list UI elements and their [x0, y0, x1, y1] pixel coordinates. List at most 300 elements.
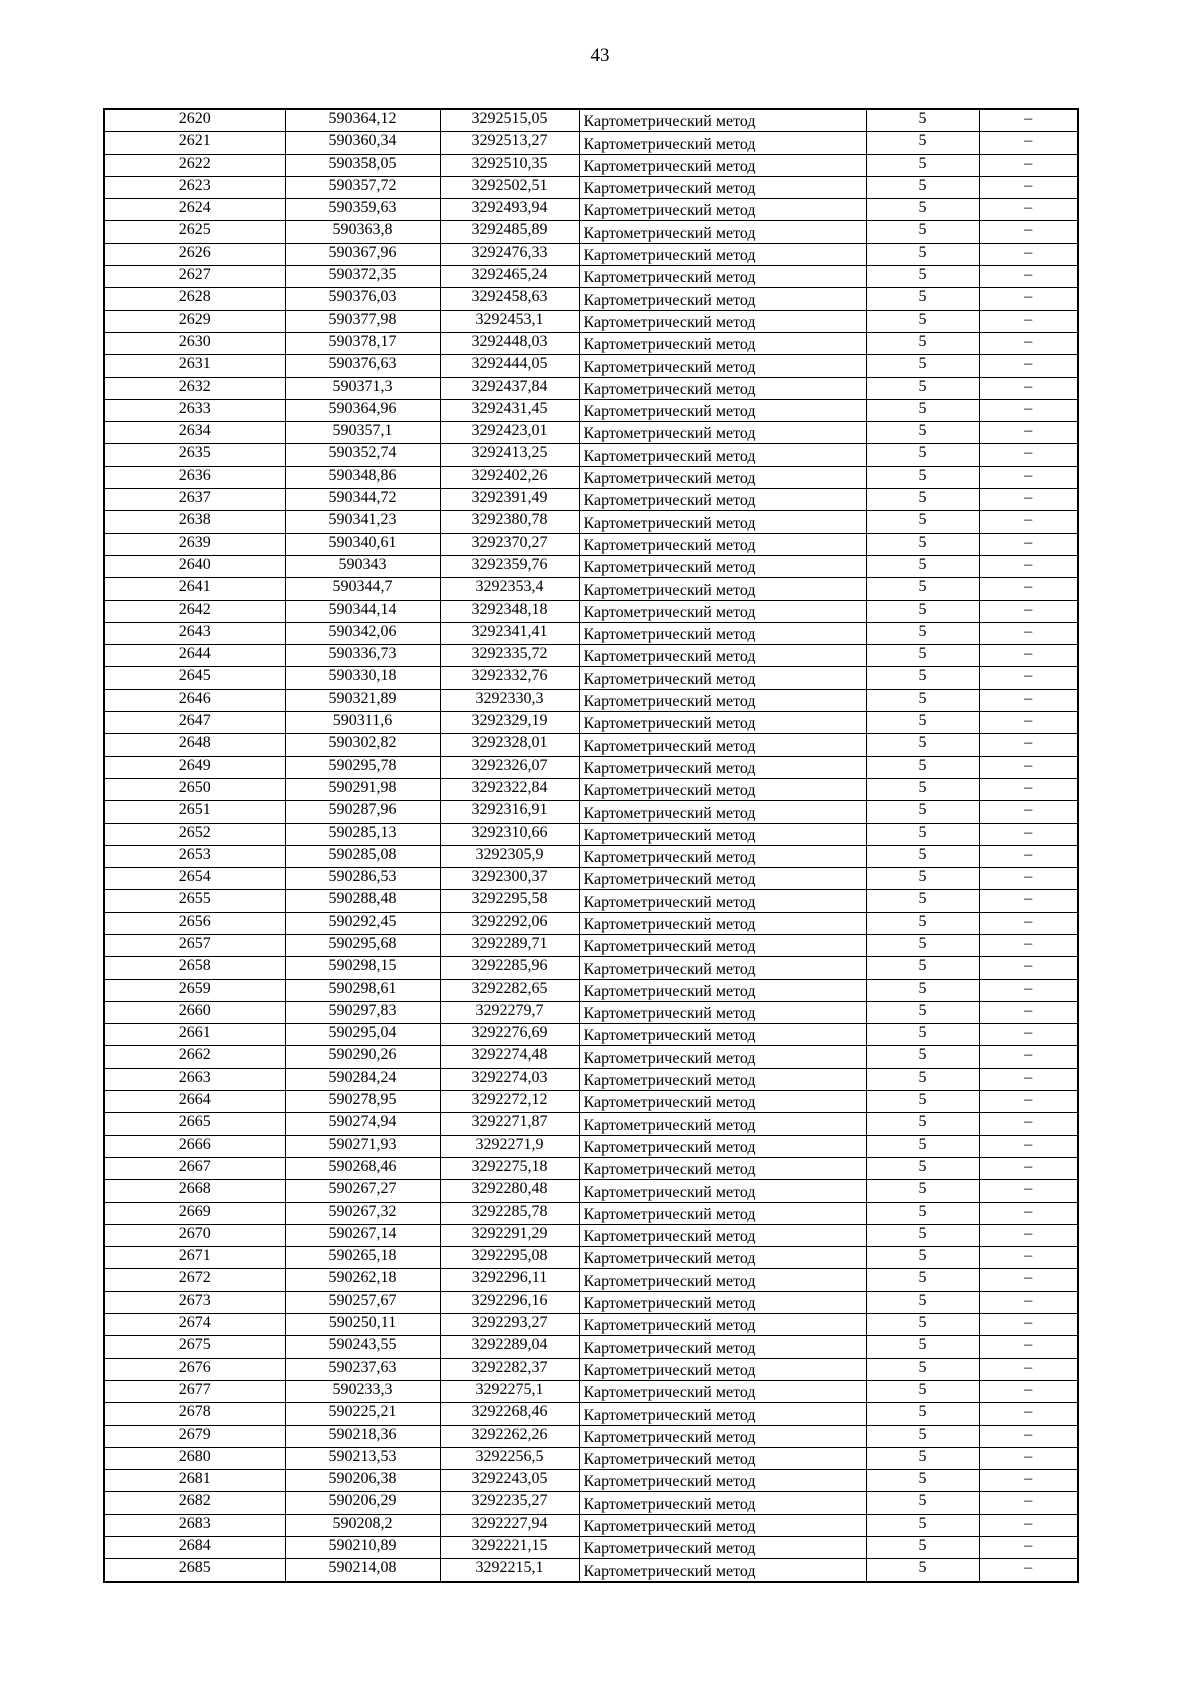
y-coordinate-cell: 3292515,05 — [440, 109, 579, 132]
y-coordinate-cell: 3292485,89 — [440, 221, 579, 243]
table-row — [104, 1559, 1078, 1582]
y-coordinate-cell: 3292370,27 — [440, 533, 579, 555]
table-row — [104, 176, 1078, 198]
method-cell: Картометрический метод — [579, 957, 866, 979]
y-coordinate-cell: 3292300,37 — [440, 868, 579, 890]
precision-cell: 5 — [866, 1291, 979, 1313]
y-coordinate-cell: 3292305,9 — [440, 845, 579, 867]
method-cell: Картометрический метод — [579, 1425, 866, 1447]
x-coordinate-cell: 590291,98 — [285, 778, 440, 800]
point-number-cell: 2676 — [104, 1358, 285, 1380]
x-coordinate-cell: 590344,14 — [285, 600, 440, 622]
description-cell: – — [979, 399, 1078, 421]
description-cell: – — [979, 1224, 1078, 1246]
y-coordinate-cell: 3292513,27 — [440, 132, 579, 154]
table-row — [104, 154, 1078, 176]
method-cell: Картометрический метод — [579, 377, 866, 399]
precision-cell: 5 — [866, 957, 979, 979]
table-row — [104, 109, 1078, 132]
point-number-cell: 2684 — [104, 1537, 285, 1559]
y-coordinate-cell: 3292289,71 — [440, 934, 579, 956]
precision-cell: 5 — [866, 1180, 979, 1202]
method-cell: Картометрический метод — [579, 1380, 866, 1402]
point-number-cell: 2650 — [104, 778, 285, 800]
description-cell: – — [979, 600, 1078, 622]
precision-cell: 5 — [866, 868, 979, 890]
x-coordinate-cell: 590348,86 — [285, 466, 440, 488]
point-number-cell: 2624 — [104, 199, 285, 221]
y-coordinate-cell: 3292330,3 — [440, 689, 579, 711]
point-number-cell: 2630 — [104, 332, 285, 354]
precision-cell: 5 — [866, 288, 979, 310]
method-cell: Картометрический метод — [579, 934, 866, 956]
x-coordinate-cell: 590364,12 — [285, 109, 440, 132]
y-coordinate-cell: 3292326,07 — [440, 756, 579, 778]
description-cell: – — [979, 310, 1078, 332]
table-row — [104, 1157, 1078, 1179]
description-cell: – — [979, 199, 1078, 221]
y-coordinate-cell: 3292316,91 — [440, 801, 579, 823]
precision-cell: 5 — [866, 377, 979, 399]
y-coordinate-cell: 3292272,12 — [440, 1091, 579, 1113]
description-cell: – — [979, 578, 1078, 600]
table-row — [104, 1514, 1078, 1536]
point-number-cell: 2629 — [104, 310, 285, 332]
description-cell: – — [979, 1113, 1078, 1135]
table-row — [104, 511, 1078, 533]
x-coordinate-cell: 590265,18 — [285, 1247, 440, 1269]
method-cell: Картометрический метод — [579, 1001, 866, 1023]
precision-cell: 5 — [866, 1135, 979, 1157]
point-number-cell: 2642 — [104, 600, 285, 622]
x-coordinate-cell: 590352,74 — [285, 444, 440, 466]
point-number-cell: 2626 — [104, 243, 285, 265]
precision-cell: 5 — [866, 600, 979, 622]
x-coordinate-cell: 590341,23 — [285, 511, 440, 533]
method-cell: Картометрический метод — [579, 1180, 866, 1202]
point-number-cell: 2634 — [104, 422, 285, 444]
x-coordinate-cell: 590257,67 — [285, 1291, 440, 1313]
precision-cell: 5 — [866, 221, 979, 243]
precision-cell: 5 — [866, 310, 979, 332]
method-cell: Картометрический метод — [579, 1046, 866, 1068]
y-coordinate-cell: 3292510,35 — [440, 154, 579, 176]
table-row — [104, 979, 1078, 1001]
method-cell: Картометрический метод — [579, 221, 866, 243]
table-row — [104, 823, 1078, 845]
y-coordinate-cell: 3292243,05 — [440, 1470, 579, 1492]
precision-cell: 5 — [866, 823, 979, 845]
table-row — [104, 1403, 1078, 1425]
table-row — [104, 1091, 1078, 1113]
precision-cell: 5 — [866, 667, 979, 689]
table-row — [104, 377, 1078, 399]
x-coordinate-cell: 590278,95 — [285, 1091, 440, 1113]
description-cell: – — [979, 355, 1078, 377]
x-coordinate-cell: 590210,89 — [285, 1537, 440, 1559]
description-cell: – — [979, 645, 1078, 667]
precision-cell: 5 — [866, 511, 979, 533]
x-coordinate-cell: 590357,72 — [285, 176, 440, 198]
table-row — [104, 332, 1078, 354]
point-number-cell: 2643 — [104, 622, 285, 644]
description-cell: – — [979, 221, 1078, 243]
table-row — [104, 801, 1078, 823]
precision-cell: 5 — [866, 1447, 979, 1469]
table-row — [104, 778, 1078, 800]
x-coordinate-cell: 590206,29 — [285, 1492, 440, 1514]
point-number-cell: 2672 — [104, 1269, 285, 1291]
table-row — [104, 310, 1078, 332]
x-coordinate-cell: 590218,36 — [285, 1425, 440, 1447]
table-row — [104, 689, 1078, 711]
point-number-cell: 2669 — [104, 1202, 285, 1224]
x-coordinate-cell: 590344,7 — [285, 578, 440, 600]
precision-cell: 5 — [866, 1470, 979, 1492]
method-cell: Картометрический метод — [579, 1492, 866, 1514]
y-coordinate-cell: 3292279,7 — [440, 1001, 579, 1023]
point-number-cell: 2639 — [104, 533, 285, 555]
y-coordinate-cell: 3292295,58 — [440, 890, 579, 912]
description-cell: – — [979, 1537, 1078, 1559]
y-coordinate-cell: 3292335,72 — [440, 645, 579, 667]
y-coordinate-cell: 3292296,11 — [440, 1269, 579, 1291]
method-cell: Картометрический метод — [579, 979, 866, 1001]
precision-cell: 5 — [866, 1046, 979, 1068]
y-coordinate-cell: 3292275,18 — [440, 1157, 579, 1179]
x-coordinate-cell: 590344,72 — [285, 489, 440, 511]
point-number-cell: 2635 — [104, 444, 285, 466]
table-row — [104, 934, 1078, 956]
table-row — [104, 578, 1078, 600]
x-coordinate-cell: 590295,04 — [285, 1024, 440, 1046]
y-coordinate-cell: 3292353,4 — [440, 578, 579, 600]
x-coordinate-cell: 590267,27 — [285, 1180, 440, 1202]
x-coordinate-cell: 590284,24 — [285, 1068, 440, 1090]
y-coordinate-cell: 3292285,96 — [440, 957, 579, 979]
point-number-cell: 2648 — [104, 734, 285, 756]
x-coordinate-cell: 590286,53 — [285, 868, 440, 890]
point-number-cell: 2637 — [104, 489, 285, 511]
point-number-cell: 2632 — [104, 377, 285, 399]
table-row — [104, 756, 1078, 778]
y-coordinate-cell: 3292322,84 — [440, 778, 579, 800]
point-number-cell: 2621 — [104, 132, 285, 154]
y-coordinate-cell: 3292328,01 — [440, 734, 579, 756]
x-coordinate-cell: 590208,2 — [285, 1514, 440, 1536]
precision-cell: 5 — [866, 1492, 979, 1514]
method-cell: Картометрический метод — [579, 1224, 866, 1246]
precision-cell: 5 — [866, 399, 979, 421]
precision-cell: 5 — [866, 1024, 979, 1046]
description-cell: – — [979, 1314, 1078, 1336]
y-coordinate-cell: 3292402,26 — [440, 466, 579, 488]
table-row — [104, 667, 1078, 689]
x-coordinate-cell: 590267,14 — [285, 1224, 440, 1246]
method-cell: Картометрический метод — [579, 176, 866, 198]
method-cell: Картометрический метод — [579, 868, 866, 890]
precision-cell: 5 — [866, 1537, 979, 1559]
method-cell: Картометрический метод — [579, 511, 866, 533]
description-cell: – — [979, 778, 1078, 800]
precision-cell: 5 — [866, 1380, 979, 1402]
point-number-cell: 2628 — [104, 288, 285, 310]
description-cell: – — [979, 154, 1078, 176]
description-cell: – — [979, 444, 1078, 466]
table-row — [104, 489, 1078, 511]
precision-cell: 5 — [866, 1559, 979, 1582]
y-coordinate-cell: 3292391,49 — [440, 489, 579, 511]
point-number-cell: 2666 — [104, 1135, 285, 1157]
precision-cell: 5 — [866, 1336, 979, 1358]
point-number-cell: 2677 — [104, 1380, 285, 1402]
y-coordinate-cell: 3292282,65 — [440, 979, 579, 1001]
point-number-cell: 2656 — [104, 912, 285, 934]
description-cell: – — [979, 511, 1078, 533]
y-coordinate-cell: 3292215,1 — [440, 1559, 579, 1582]
method-cell: Картометрический метод — [579, 422, 866, 444]
description-cell: – — [979, 1403, 1078, 1425]
y-coordinate-cell: 3292493,94 — [440, 199, 579, 221]
table-row — [104, 533, 1078, 555]
table-row — [104, 1202, 1078, 1224]
description-cell: – — [979, 912, 1078, 934]
y-coordinate-cell: 3292465,24 — [440, 266, 579, 288]
x-coordinate-cell: 590342,06 — [285, 622, 440, 644]
y-coordinate-cell: 3292413,25 — [440, 444, 579, 466]
x-coordinate-cell: 590311,6 — [285, 712, 440, 734]
method-cell: Картометрический метод — [579, 266, 866, 288]
method-cell: Картометрический метод — [579, 1291, 866, 1313]
method-cell: Картометрический метод — [579, 243, 866, 265]
table-row — [104, 1024, 1078, 1046]
table-row — [104, 645, 1078, 667]
description-cell: – — [979, 1091, 1078, 1113]
description-cell: – — [979, 1247, 1078, 1269]
method-cell: Картометрический метод — [579, 1358, 866, 1380]
table-row — [104, 1135, 1078, 1157]
method-cell: Картометрический метод — [579, 1068, 866, 1090]
precision-cell: 5 — [866, 979, 979, 1001]
x-coordinate-cell: 590287,96 — [285, 801, 440, 823]
point-number-cell: 2675 — [104, 1336, 285, 1358]
y-coordinate-cell: 3292341,41 — [440, 622, 579, 644]
method-cell: Картометрический метод — [579, 444, 866, 466]
description-cell: – — [979, 756, 1078, 778]
point-number-cell: 2623 — [104, 176, 285, 198]
table-row — [104, 1224, 1078, 1246]
table-row — [104, 1425, 1078, 1447]
method-cell: Картометрический метод — [579, 1403, 866, 1425]
method-cell: Картометрический метод — [579, 355, 866, 377]
description-cell: – — [979, 1447, 1078, 1469]
point-number-cell: 2652 — [104, 823, 285, 845]
table-row — [104, 1113, 1078, 1135]
description-cell: – — [979, 667, 1078, 689]
precision-cell: 5 — [866, 1247, 979, 1269]
x-coordinate-cell: 590274,94 — [285, 1113, 440, 1135]
description-cell: – — [979, 1001, 1078, 1023]
table-row — [104, 1180, 1078, 1202]
table-row — [104, 957, 1078, 979]
description-cell: – — [979, 823, 1078, 845]
y-coordinate-cell: 3292332,76 — [440, 667, 579, 689]
point-number-cell: 2671 — [104, 1247, 285, 1269]
table-row — [104, 1447, 1078, 1469]
x-coordinate-cell: 590292,45 — [285, 912, 440, 934]
y-coordinate-cell: 3292227,94 — [440, 1514, 579, 1536]
y-coordinate-cell: 3292431,45 — [440, 399, 579, 421]
point-number-cell: 2663 — [104, 1068, 285, 1090]
precision-cell: 5 — [866, 1358, 979, 1380]
description-cell: – — [979, 801, 1078, 823]
precision-cell: 5 — [866, 712, 979, 734]
description-cell: – — [979, 934, 1078, 956]
x-coordinate-cell: 590340,61 — [285, 533, 440, 555]
x-coordinate-cell: 590297,83 — [285, 1001, 440, 1023]
description-cell: – — [979, 1559, 1078, 1582]
precision-cell: 5 — [866, 1068, 979, 1090]
x-coordinate-cell: 590358,05 — [285, 154, 440, 176]
point-number-cell: 2667 — [104, 1157, 285, 1179]
table-row — [104, 355, 1078, 377]
precision-cell: 5 — [866, 533, 979, 555]
precision-cell: 5 — [866, 154, 979, 176]
description-cell: – — [979, 266, 1078, 288]
y-coordinate-cell: 3292235,27 — [440, 1492, 579, 1514]
y-coordinate-cell: 3292276,69 — [440, 1024, 579, 1046]
table-row — [104, 1314, 1078, 1336]
method-cell: Картометрический метод — [579, 332, 866, 354]
method-cell: Картометрический метод — [579, 1135, 866, 1157]
x-coordinate-cell: 590206,38 — [285, 1470, 440, 1492]
description-cell: – — [979, 555, 1078, 577]
description-cell: – — [979, 1269, 1078, 1291]
x-coordinate-cell: 590372,35 — [285, 266, 440, 288]
x-coordinate-cell: 590295,68 — [285, 934, 440, 956]
table-row — [104, 600, 1078, 622]
method-cell: Картометрический метод — [579, 1336, 866, 1358]
x-coordinate-cell: 590357,1 — [285, 422, 440, 444]
point-number-cell: 2660 — [104, 1001, 285, 1023]
precision-cell: 5 — [866, 934, 979, 956]
y-coordinate-cell: 3292359,76 — [440, 555, 579, 577]
precision-cell: 5 — [866, 466, 979, 488]
x-coordinate-cell: 590377,98 — [285, 310, 440, 332]
y-coordinate-cell: 3292293,27 — [440, 1314, 579, 1336]
method-cell: Картометрический метод — [579, 756, 866, 778]
y-coordinate-cell: 3292268,46 — [440, 1403, 579, 1425]
method-cell: Картометрический метод — [579, 1447, 866, 1469]
x-coordinate-cell: 590225,21 — [285, 1403, 440, 1425]
method-cell: Картометрический метод — [579, 801, 866, 823]
y-coordinate-cell: 3292289,04 — [440, 1336, 579, 1358]
x-coordinate-cell: 590376,03 — [285, 288, 440, 310]
description-cell: – — [979, 689, 1078, 711]
description-cell: – — [979, 1068, 1078, 1090]
description-cell: – — [979, 422, 1078, 444]
method-cell: Картометрический метод — [579, 399, 866, 421]
table-row — [104, 1470, 1078, 1492]
description-cell: – — [979, 845, 1078, 867]
method-cell: Картометрический метод — [579, 778, 866, 800]
method-cell: Картометрический метод — [579, 645, 866, 667]
x-coordinate-cell: 590285,13 — [285, 823, 440, 845]
description-cell: – — [979, 1514, 1078, 1536]
point-number-cell: 2659 — [104, 979, 285, 1001]
point-number-cell: 2640 — [104, 555, 285, 577]
precision-cell: 5 — [866, 622, 979, 644]
method-cell: Картометрический метод — [579, 823, 866, 845]
point-number-cell: 2670 — [104, 1224, 285, 1246]
y-coordinate-cell: 3292295,08 — [440, 1247, 579, 1269]
table-row — [104, 1291, 1078, 1313]
x-coordinate-cell: 590262,18 — [285, 1269, 440, 1291]
precision-cell: 5 — [866, 1113, 979, 1135]
description-cell: – — [979, 1046, 1078, 1068]
description-cell: – — [979, 734, 1078, 756]
point-number-cell: 2673 — [104, 1291, 285, 1313]
description-cell: – — [979, 1358, 1078, 1380]
table-row — [104, 1336, 1078, 1358]
precision-cell: 5 — [866, 734, 979, 756]
x-coordinate-cell: 590268,46 — [285, 1157, 440, 1179]
method-cell: Картометрический метод — [579, 288, 866, 310]
precision-cell: 5 — [866, 845, 979, 867]
y-coordinate-cell: 3292458,63 — [440, 288, 579, 310]
y-coordinate-cell: 3292348,18 — [440, 600, 579, 622]
method-cell: Картометрический метод — [579, 689, 866, 711]
x-coordinate-cell: 590285,08 — [285, 845, 440, 867]
precision-cell: 5 — [866, 489, 979, 511]
y-coordinate-cell: 3292292,06 — [440, 912, 579, 934]
x-coordinate-cell: 590371,3 — [285, 377, 440, 399]
point-number-cell: 2627 — [104, 266, 285, 288]
point-number-cell: 2633 — [104, 399, 285, 421]
method-cell: Картометрический метод — [579, 1024, 866, 1046]
point-number-cell: 2655 — [104, 890, 285, 912]
method-cell: Картометрический метод — [579, 578, 866, 600]
point-number-cell: 2682 — [104, 1492, 285, 1514]
description-cell: – — [979, 1470, 1078, 1492]
page-number: 43 — [590, 45, 610, 66]
point-number-cell: 2668 — [104, 1180, 285, 1202]
table-row — [104, 1269, 1078, 1291]
y-coordinate-cell: 3292280,48 — [440, 1180, 579, 1202]
y-coordinate-cell: 3292271,87 — [440, 1113, 579, 1135]
precision-cell: 5 — [866, 355, 979, 377]
precision-cell: 5 — [866, 890, 979, 912]
point-number-cell: 2679 — [104, 1425, 285, 1447]
x-coordinate-cell: 590298,15 — [285, 957, 440, 979]
precision-cell: 5 — [866, 176, 979, 198]
precision-cell: 5 — [866, 444, 979, 466]
method-cell: Картометрический метод — [579, 310, 866, 332]
x-coordinate-cell: 590295,78 — [285, 756, 440, 778]
method-cell: Картометрический метод — [579, 1269, 866, 1291]
y-coordinate-cell: 3292444,05 — [440, 355, 579, 377]
table-row — [104, 845, 1078, 867]
table-row — [104, 132, 1078, 154]
x-coordinate-cell: 590237,63 — [285, 1358, 440, 1380]
y-coordinate-cell: 3292502,51 — [440, 176, 579, 198]
point-number-cell: 2631 — [104, 355, 285, 377]
precision-cell: 5 — [866, 1514, 979, 1536]
method-cell: Картометрический метод — [579, 600, 866, 622]
description-cell: – — [979, 1024, 1078, 1046]
x-coordinate-cell: 590359,63 — [285, 199, 440, 221]
x-coordinate-cell: 590321,89 — [285, 689, 440, 711]
